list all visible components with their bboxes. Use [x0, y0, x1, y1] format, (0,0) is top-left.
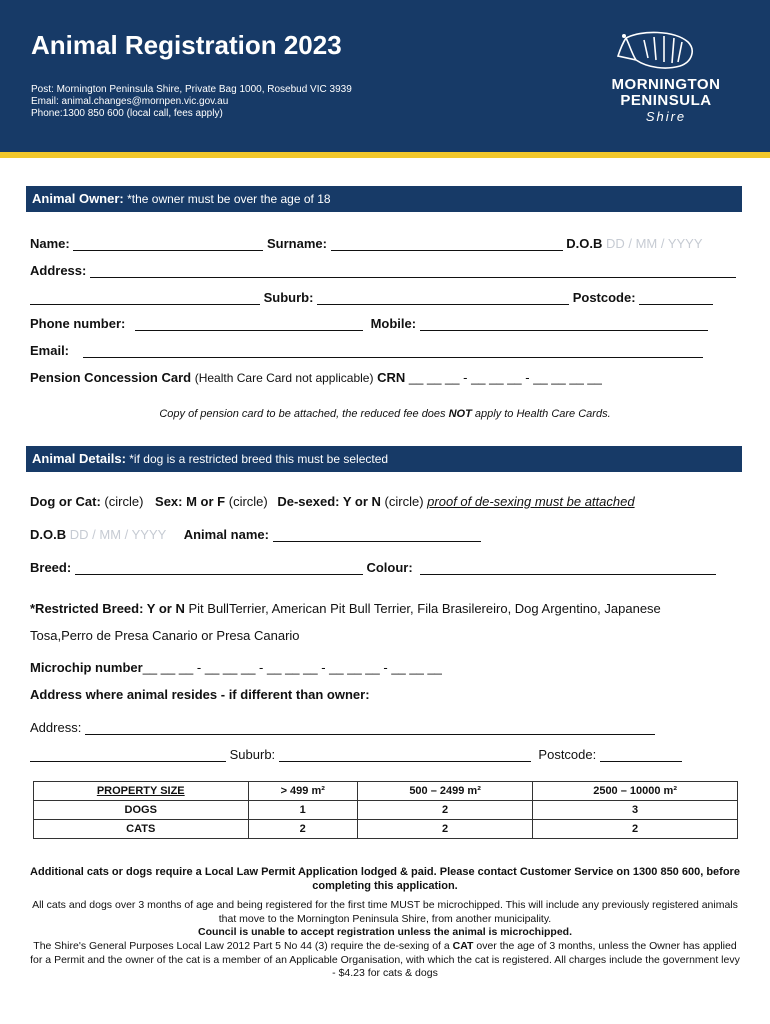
owner-suburb-row — [30, 290, 713, 305]
contact-details — [31, 84, 352, 120]
header-banner — [0, 0, 770, 152]
table-cell: 2 — [357, 801, 532, 820]
animal-heading-note: *if dog is a restricted breed this must be selected — [129, 452, 389, 466]
name-label: Name: — [30, 236, 70, 251]
postcode-label: Postcode: — [572, 290, 636, 305]
alt-postcode-field[interactable] — [600, 749, 682, 762]
table-header: 500 – 2499 m² — [357, 782, 532, 801]
table-header: 2500 – 10000 m² — [533, 782, 738, 801]
shire-logo — [596, 28, 736, 128]
post-address: Post: Mornington Peninsula Shire, Private Bag 1000, Rosebud VIC 3939 — [31, 84, 352, 95]
sex-label[interactable]: Sex: M or F — [155, 494, 226, 509]
email-address: Email: animal.changes@mornpen.vic.gov.au — [31, 96, 229, 107]
crn-label: CRN — [377, 370, 406, 385]
owner-heading-note: *the owner must be over the age of 18 — [127, 192, 331, 206]
pension-row — [30, 370, 602, 385]
table-cell: 2 — [357, 820, 532, 839]
owner-address-row — [30, 263, 736, 278]
dog-cat-hint: (circle) — [104, 494, 144, 509]
surname-label: Surname: — [267, 236, 327, 251]
surname-field[interactable] — [331, 238, 563, 251]
table-cell: 2 — [248, 820, 357, 839]
property-size-table — [33, 781, 738, 839]
alt-address-heading: Address where animal resides - if different than owner: — [30, 687, 370, 702]
restricted-breed-list-1: Pit BullTerrier, American Pit Bull Terrier, Fila Brasilereiro, Dog Argentino, Japanese — [188, 601, 661, 616]
owner-heading-label: Animal Owner: — [32, 191, 124, 206]
animal-name-label: Animal name: — [183, 527, 269, 542]
shell-icon — [596, 28, 736, 76]
alt-suburb-row — [30, 747, 682, 762]
restricted-breed-row — [30, 601, 661, 616]
table-row — [34, 801, 738, 820]
animal-dob-label: D.O.B — [30, 527, 67, 542]
table-cell: DOGS — [34, 801, 249, 820]
local-law-note-c: over the age of 3 months, unless the Owner has applied for a Permit and the owner of the cat is a member of an Applicable Organisation, with which the cat is registered. All charges include the government levy - $4.23 for cats & dogs — [30, 940, 740, 979]
animal-dob-field[interactable]: DD / MM / YYYY — [69, 527, 167, 542]
alt-suburb-label: Suburb: — [229, 747, 276, 762]
owner-dob-label: D.O.B — [566, 236, 603, 251]
phone-field[interactable] — [135, 318, 363, 331]
breed-label: Breed: — [30, 560, 72, 575]
logo-text-peninsula: PENINSULA — [620, 92, 712, 109]
phone-label: Phone number: — [30, 316, 126, 331]
table-cell: 1 — [248, 801, 357, 820]
mobile-field[interactable] — [420, 318, 708, 331]
owner-dob-field[interactable]: DD / MM / YYYY — [605, 236, 703, 251]
owner-name-row — [30, 236, 703, 251]
crn-field[interactable]: __ __ __ - __ __ __ - __ __ __ __ — [408, 370, 602, 385]
pension-copy-note — [0, 408, 770, 420]
alt-address-label: Address: — [30, 720, 82, 735]
alt-postcode-label: Postcode: — [538, 747, 597, 762]
suburb-field[interactable] — [317, 292, 569, 305]
table-header — [34, 782, 249, 801]
alt-address-field[interactable] — [85, 722, 655, 735]
table-cell: 3 — [533, 801, 738, 820]
page-title: Animal Registration 2023 — [31, 30, 342, 60]
pension-note: (Health Care Card not applicable) — [194, 371, 374, 385]
pension-copy-note-b: NOT — [448, 408, 472, 420]
animal-name-field[interactable] — [273, 529, 481, 542]
pension-copy-note-c: apply to Health Care Cards. — [471, 408, 611, 420]
breed-row — [30, 560, 716, 575]
microchip-row — [30, 660, 442, 675]
postcode-field[interactable] — [639, 292, 713, 305]
alt-suburb-field[interactable] — [279, 749, 531, 762]
permit-note: Additional cats or dogs require a Local Law Permit Application lodged & paid. Please contact Customer Service on 1300 850 600, before completing this application. — [30, 866, 740, 892]
breed-field[interactable] — [75, 562, 363, 575]
desexed-hint: (circle) — [384, 494, 424, 509]
animal-heading-label: Animal Details: — [32, 451, 126, 466]
animal-type-row — [30, 494, 635, 509]
pension-label: Pension Concession Card — [30, 370, 192, 385]
colour-field[interactable] — [420, 562, 716, 575]
logo-text-mornington: MORNINGTON — [611, 76, 721, 93]
suburb-label: Suburb: — [263, 290, 314, 305]
phone-number: Phone:1300 850 600 (local call, fees apply) — [31, 108, 223, 119]
council-note: Council is unable to accept registration unless the animal is microchipped. — [197, 926, 572, 938]
table-cell: 2 — [533, 820, 738, 839]
email-field[interactable] — [83, 345, 703, 358]
address-line2-field[interactable] — [30, 292, 260, 305]
microchip-note: All cats and dogs over 3 months of age and being registered for the first time MUST be microchipped. This will include any previously registered animals that move to the Mornington Peninsula Shire, from another municipality. — [32, 899, 738, 925]
sex-hint: (circle) — [228, 494, 268, 509]
animal-dob-row — [30, 527, 481, 542]
address-label: Address: — [30, 263, 87, 278]
local-law-note-b: CAT — [452, 940, 474, 952]
animal-section-heading — [26, 446, 742, 472]
owner-email-row — [30, 343, 703, 358]
mobile-label: Mobile: — [370, 316, 417, 331]
table-header: > 499 m² — [248, 782, 357, 801]
email-label: Email: — [30, 343, 70, 358]
table-row — [34, 820, 738, 839]
logo-text-shire: Shire — [645, 109, 687, 124]
pension-copy-note-a: Copy of pension card to be attached, the reduced fee does — [159, 408, 449, 420]
table-header-row — [34, 782, 738, 801]
name-field[interactable] — [73, 238, 263, 251]
desexed-proof-note: proof of de-sexing must be attached — [427, 494, 635, 509]
colour-label: Colour: — [366, 560, 413, 575]
local-law-note — [30, 940, 740, 981]
restricted-breed-list-2: Tosa,Perro de Presa Canario or Presa Canario — [30, 628, 300, 643]
restricted-breed-label[interactable]: *Restricted Breed: Y or N — [30, 601, 185, 616]
table-cell: CATS — [34, 820, 249, 839]
desexed-label[interactable]: De-sexed: Y or N — [277, 494, 381, 509]
address-field[interactable] — [90, 265, 736, 278]
owner-section-heading — [26, 186, 742, 212]
header-property-size: PROPERTY SIZE — [96, 785, 185, 797]
local-law-note-a: The Shire's General Purposes Local Law 2012 Part 5 No 44 (3) require the de-sexing of a — [33, 940, 453, 952]
alt-address-row — [30, 720, 655, 735]
restricted-breed-row-2 — [30, 628, 300, 643]
microchip-field[interactable]: __ __ __ - __ __ __ - __ __ __ - __ __ __ - __ __ __ — [142, 660, 442, 675]
microchip-label: Microchip number — [30, 660, 143, 675]
owner-phone-row — [30, 316, 708, 331]
alt-address-line2-field[interactable] — [30, 749, 226, 762]
accent-stripe — [0, 152, 770, 158]
dog-cat-label[interactable]: Dog or Cat: — [30, 494, 101, 509]
